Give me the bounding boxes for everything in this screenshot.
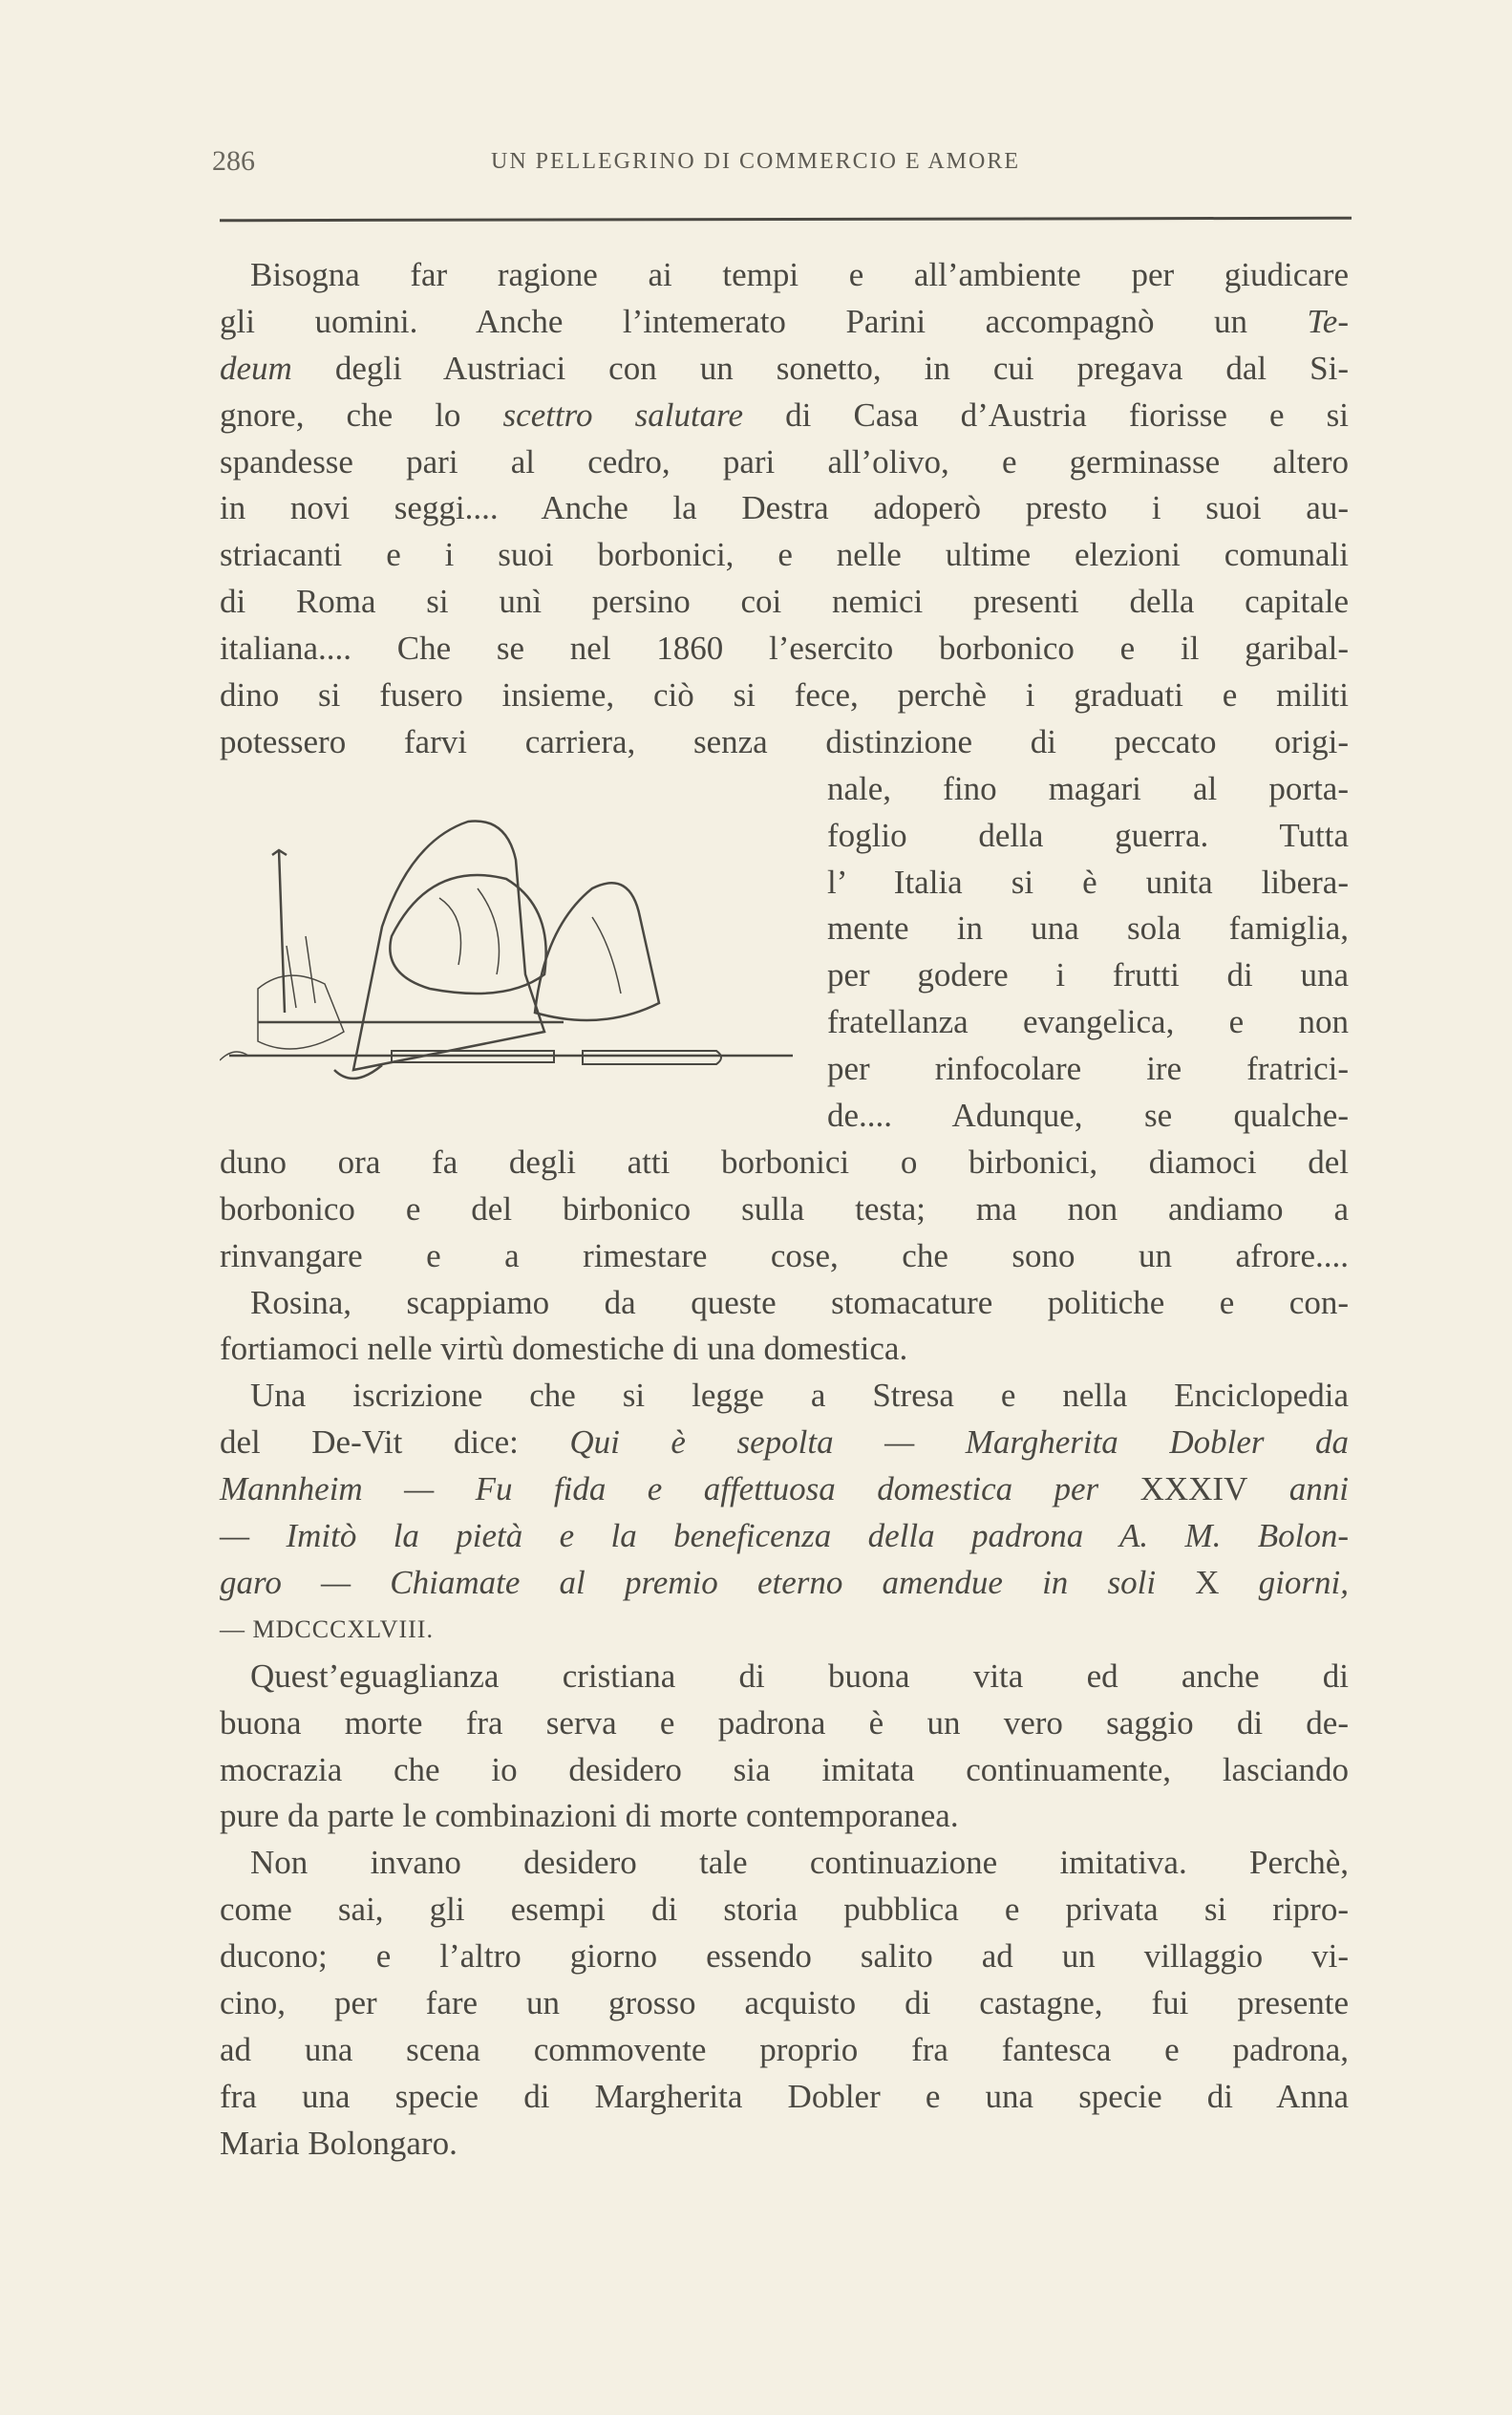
- italic-text: scettro salutare: [502, 395, 744, 434]
- text-line: [220, 1373, 1349, 1420]
- text-run: buona morte fra serva e padrona è un vero saggio di de-: [220, 1703, 1349, 1742]
- text-line: [220, 439, 1349, 486]
- text-run: potessero farvi carriera, senza distinzione di peccato origi-: [220, 722, 1349, 760]
- text-run: in novi seggi.... Anche la Destra adoperò presto i suoi au-: [220, 489, 1349, 527]
- text-run: Una iscrizione che si legge a Stresa e nella Enciclopedia: [250, 1377, 1349, 1415]
- text-line: [220, 626, 1349, 673]
- text-run: fratellanza evangelica, e non: [827, 1003, 1349, 1041]
- text-line: [220, 1233, 1349, 1280]
- text-run: Rosina, scappiamo da queste stomacature politiche e con-: [250, 1283, 1349, 1321]
- text-run: di Roma si unì persino coi nemici presenti della capitale: [220, 583, 1349, 621]
- text-run: — MDCCCXLVIII.: [220, 1614, 434, 1643]
- text-run: dino si fusero insieme, ciò si fece, perchè i graduati e militi: [220, 676, 1349, 715]
- text-line: [827, 952, 1349, 999]
- italic-text: Te-: [1307, 302, 1349, 340]
- text-line: [220, 1326, 1349, 1373]
- text-line: [220, 1513, 1349, 1560]
- text-run: cino, per fare un grosso acquisto di castagne, fui presente: [220, 1983, 1349, 2021]
- text-run: l’ Italia si è unita libera-: [827, 863, 1349, 901]
- text-line: [220, 1980, 1349, 2027]
- text-line: [220, 1793, 1349, 1840]
- text-run: mocrazia che io desidero sia imitata continuamente, lasciando: [220, 1750, 1349, 1788]
- text-line: [220, 1466, 1349, 1513]
- text-line: [827, 999, 1349, 1046]
- text-run: X: [1195, 1563, 1220, 1601]
- text-line: [827, 1046, 1349, 1093]
- text-line: [220, 252, 1349, 299]
- text-run: ad una scena commovente proprio fra fantesca e padrona,: [220, 2030, 1349, 2068]
- text-line: [220, 299, 1349, 346]
- text-line: [220, 719, 1349, 766]
- italic-text: giorni,: [1219, 1563, 1349, 1601]
- text-line: [220, 1934, 1349, 1980]
- text-line: [220, 1140, 1349, 1186]
- text-line: [220, 2121, 1349, 2168]
- text-run: spandesse pari al cedro, pari all’olivo, e germinasse altero: [220, 442, 1349, 481]
- text-run: di Casa d’Austria fiorisse e si: [743, 395, 1350, 434]
- text-line: [220, 1186, 1349, 1233]
- text-line: [827, 860, 1349, 907]
- text-line: [220, 2074, 1349, 2121]
- text-run: italiana.... Che se nel 1860 l’esercito borbonico e il garibal-: [220, 630, 1349, 668]
- text-run: Quest’eguaglianza cristiana di buona vita ed anche di: [250, 1656, 1349, 1695]
- text-line: [220, 579, 1349, 626]
- text-run: del De-Vit dice:: [220, 1423, 570, 1462]
- text-run: Maria Bolongaro.: [220, 2124, 458, 2162]
- text-run: nale, fino magari al porta-: [827, 769, 1349, 807]
- text-line: [220, 1654, 1349, 1700]
- text-line: [220, 673, 1349, 719]
- text-run: ducono; e l’altro giorno essendo salito ad un villaggio vi-: [220, 1937, 1349, 1976]
- page-number: 286: [212, 145, 255, 177]
- text-run: gli uomini. Anche l’intemerato Parini accompagnò un: [220, 302, 1308, 340]
- text-line: [220, 1747, 1349, 1794]
- text-line: [220, 1607, 1349, 1654]
- text-run: pure da parte le combinazioni di morte contemporanea.: [220, 1797, 959, 1835]
- italic-text: deum: [220, 349, 292, 387]
- text-line: [220, 1887, 1349, 1934]
- italic-text: — Imitò la pietà e la beneficenza della padrona A. M. Bolon-: [220, 1517, 1349, 1555]
- italic-text: Qui è sepolta — Margherita Dobler da: [569, 1423, 1349, 1462]
- text-run: borbonico e del birbonico sulla testa; ma non andiamo a: [220, 1189, 1349, 1228]
- text-run: mente in una sola famiglia,: [827, 909, 1349, 948]
- text-run: de.... Adunque, se qualche-: [827, 1097, 1349, 1135]
- text-line: [220, 1560, 1349, 1607]
- text-run: Bisogna far ragione ai tempi e all’ambiente per giudicare: [250, 256, 1349, 293]
- text-line: [220, 346, 1349, 393]
- text-run: per rinfocolare ire fratrici-: [827, 1050, 1349, 1088]
- text-line: [827, 813, 1349, 860]
- text-run: striacanti e i suoi borbonici, e nelle ultime elezioni comunali: [220, 536, 1349, 574]
- running-title: UN PELLEGRINO DI COMMERCIO E AMORE: [491, 149, 1020, 174]
- text-run: gnore, che lo: [220, 395, 503, 434]
- text-line: [220, 393, 1349, 439]
- text-run: fortiamoci nelle virtù domestiche di una domestica.: [220, 1330, 908, 1368]
- text-run: rinvangare e a rimestare cose, che sono un afrore....: [220, 1236, 1349, 1274]
- text-run: fra una specie di Margherita Dobler e una specie di Anna: [220, 2077, 1349, 2115]
- text-run: foglio della guerra. Tutta: [827, 816, 1349, 854]
- text-line: [827, 906, 1349, 952]
- italic-text: garo — Chiamate al premio eterno amendue in soli: [220, 1563, 1196, 1601]
- italic-text: anni: [1247, 1470, 1349, 1508]
- text-line: [220, 1840, 1349, 1887]
- text-run: Non invano desidero tale continuazione imitativa. Perchè,: [250, 1844, 1349, 1882]
- text-line: [827, 766, 1349, 813]
- text-line: [220, 485, 1349, 532]
- text-line: [220, 532, 1349, 579]
- text-line: [827, 1093, 1349, 1140]
- body-text: [220, 252, 1349, 2168]
- text-line: [220, 1420, 1349, 1466]
- text-line: [220, 1700, 1349, 1747]
- italic-text: Mannheim — Fu fida e affettuosa domestica per: [220, 1470, 1140, 1508]
- text-line: [220, 1280, 1349, 1327]
- header-rule: [220, 217, 1352, 222]
- text-line: [220, 2027, 1349, 2074]
- text-run: come sai, gli esempi di storia pubblica e privata si ripro-: [220, 1891, 1349, 1929]
- text-run: XXXIV: [1139, 1470, 1248, 1508]
- text-run: per godere i frutti di una: [827, 956, 1349, 994]
- text-run: duno ora fa degli atti borbonici o birbonici, diamoci del: [220, 1143, 1349, 1181]
- text-run: degli Austriaci con un sonetto, in cui pregava dal Si-: [291, 349, 1349, 387]
- page-header: [212, 145, 1358, 183]
